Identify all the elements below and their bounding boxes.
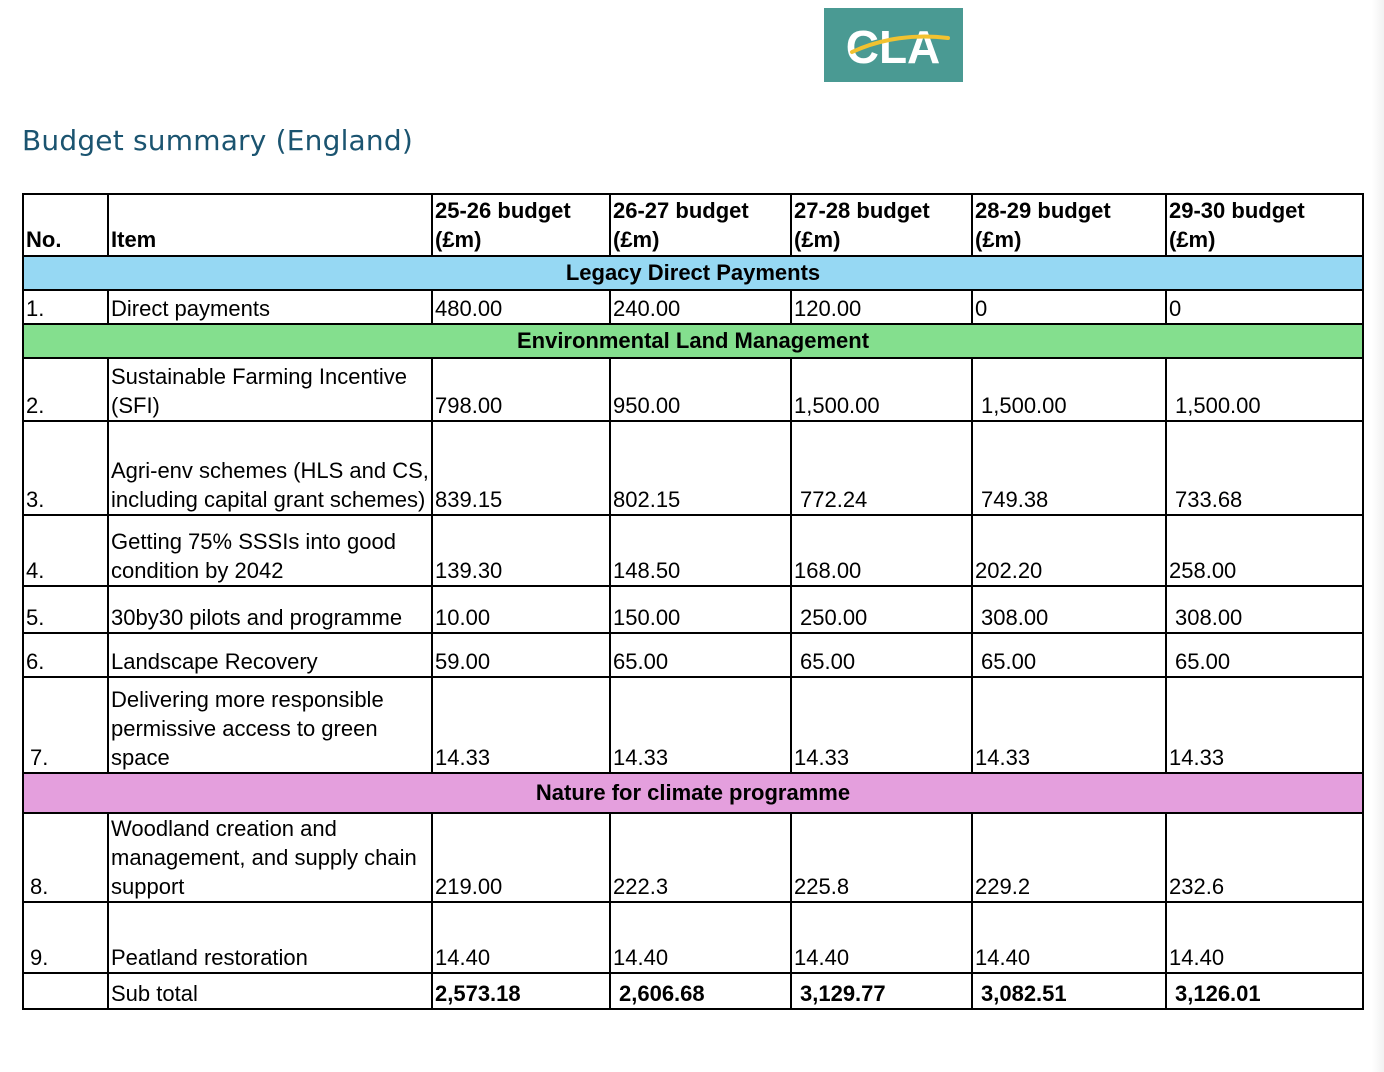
value-26-27: 65.00 bbox=[610, 633, 791, 677]
value-28-29: 202.20 bbox=[972, 515, 1166, 586]
value-26-27: 240.00 bbox=[610, 290, 791, 324]
table-row bbox=[23, 677, 1363, 773]
value-29-30: 733.68 bbox=[1166, 421, 1363, 515]
subtotal-28-29: 3,082.51 bbox=[972, 973, 1166, 1009]
section-title: Environmental Land Management bbox=[23, 324, 1363, 358]
row-number: 1. bbox=[23, 290, 108, 324]
row-number: 7. bbox=[23, 677, 108, 773]
subtotal-26-27: 2,606.68 bbox=[610, 973, 791, 1009]
row-item: Woodland creation and management, and supply chain support bbox=[108, 813, 432, 902]
value-28-29: 229.2 bbox=[972, 813, 1166, 902]
row-number: 8. bbox=[23, 813, 108, 902]
cla-logo bbox=[824, 8, 963, 82]
value-27-28: 65.00 bbox=[791, 633, 972, 677]
value-26-27: 150.00 bbox=[610, 586, 791, 633]
value-28-29: 65.00 bbox=[972, 633, 1166, 677]
row-item: Delivering more responsible permissive access to green space bbox=[108, 677, 432, 773]
value-29-30: 232.6 bbox=[1166, 813, 1363, 902]
value-27-28: 772.24 bbox=[791, 421, 972, 515]
subtotal-27-28: 3,129.77 bbox=[791, 973, 972, 1009]
table-row bbox=[23, 515, 1363, 586]
table-row bbox=[23, 902, 1363, 973]
value-27-28: 14.40 bbox=[791, 902, 972, 973]
value-29-30: 308.00 bbox=[1166, 586, 1363, 633]
value-29-30: 258.00 bbox=[1166, 515, 1363, 586]
value-27-28: 1,500.00 bbox=[791, 358, 972, 421]
value-28-29: 0 bbox=[972, 290, 1166, 324]
row-number: 5. bbox=[23, 586, 108, 633]
header-year-25-26: 25-26 budget (£m) bbox=[432, 194, 610, 256]
row-item: Peatland restoration bbox=[108, 902, 432, 973]
value-29-30: 1,500.00 bbox=[1166, 358, 1363, 421]
row-item: Sustainable Farming Incentive (SFI) bbox=[108, 358, 432, 421]
header-item: Item bbox=[108, 194, 432, 256]
value-27-28: 168.00 bbox=[791, 515, 972, 586]
value-25-26: 14.40 bbox=[432, 902, 610, 973]
value-26-27: 148.50 bbox=[610, 515, 791, 586]
header-year-27-28: 27-28 budget (£m) bbox=[791, 194, 972, 256]
subtotal-label: Sub total bbox=[108, 973, 432, 1009]
value-25-26: 219.00 bbox=[432, 813, 610, 902]
table-row bbox=[23, 358, 1363, 421]
row-item: Direct payments bbox=[108, 290, 432, 324]
value-25-26: 139.30 bbox=[432, 515, 610, 586]
value-25-26: 798.00 bbox=[432, 358, 610, 421]
value-28-29: 1,500.00 bbox=[972, 358, 1166, 421]
row-number: 6. bbox=[23, 633, 108, 677]
page-title: Budget summary (England) bbox=[22, 124, 413, 157]
value-29-30: 0 bbox=[1166, 290, 1363, 324]
header-year-29-30: 29-30 budget (£m) bbox=[1166, 194, 1363, 256]
value-25-26: 59.00 bbox=[432, 633, 610, 677]
budget-table bbox=[22, 193, 1364, 1010]
value-27-28: 225.8 bbox=[791, 813, 972, 902]
value-25-26: 839.15 bbox=[432, 421, 610, 515]
value-28-29: 308.00 bbox=[972, 586, 1166, 633]
value-26-27: 950.00 bbox=[610, 358, 791, 421]
value-25-26: 480.00 bbox=[432, 290, 610, 324]
value-26-27: 802.15 bbox=[610, 421, 791, 515]
section-header-legacy bbox=[23, 256, 1363, 290]
value-27-28: 250.00 bbox=[791, 586, 972, 633]
row-number: 3. bbox=[23, 421, 108, 515]
table-row bbox=[23, 421, 1363, 515]
table-row bbox=[23, 633, 1363, 677]
header-year-26-27: 26-27 budget (£m) bbox=[610, 194, 791, 256]
row-number: 9. bbox=[23, 902, 108, 973]
value-28-29: 14.40 bbox=[972, 902, 1166, 973]
subtotal-25-26: 2,573.18 bbox=[432, 973, 610, 1009]
value-29-30: 14.33 bbox=[1166, 677, 1363, 773]
page-edge-shadow bbox=[1372, 0, 1384, 1072]
section-header-nature bbox=[23, 773, 1363, 813]
cla-logo-graphic bbox=[824, 8, 963, 82]
row-item: Agri-env schemes (HLS and CS, including capital grant schemes) bbox=[108, 421, 432, 515]
subtotal-number bbox=[23, 973, 108, 1009]
section-title: Legacy Direct Payments bbox=[23, 256, 1363, 290]
row-number: 4. bbox=[23, 515, 108, 586]
header-year-28-29: 28-29 budget (£m) bbox=[972, 194, 1166, 256]
row-item: Getting 75% SSSIs into good condition by 2042 bbox=[108, 515, 432, 586]
value-26-27: 14.40 bbox=[610, 902, 791, 973]
value-27-28: 14.33 bbox=[791, 677, 972, 773]
value-28-29: 14.33 bbox=[972, 677, 1166, 773]
subtotal-29-30: 3,126.01 bbox=[1166, 973, 1363, 1009]
section-title: Nature for climate programme bbox=[23, 773, 1363, 813]
value-26-27: 14.33 bbox=[610, 677, 791, 773]
value-29-30: 14.40 bbox=[1166, 902, 1363, 973]
value-26-27: 222.3 bbox=[610, 813, 791, 902]
subtotal-row bbox=[23, 973, 1363, 1009]
value-25-26: 14.33 bbox=[432, 677, 610, 773]
table-row bbox=[23, 813, 1363, 902]
value-28-29: 749.38 bbox=[972, 421, 1166, 515]
table-row bbox=[23, 586, 1363, 633]
row-item: 30by30 pilots and programme bbox=[108, 586, 432, 633]
table-row bbox=[23, 290, 1363, 324]
header-no: No. bbox=[23, 194, 108, 256]
section-header-elm bbox=[23, 324, 1363, 358]
cla-logo-text: CLA bbox=[845, 21, 941, 73]
value-29-30: 65.00 bbox=[1166, 633, 1363, 677]
table-header-row bbox=[23, 194, 1363, 256]
row-number: 2. bbox=[23, 358, 108, 421]
value-25-26: 10.00 bbox=[432, 586, 610, 633]
value-27-28: 120.00 bbox=[791, 290, 972, 324]
row-item: Landscape Recovery bbox=[108, 633, 432, 677]
